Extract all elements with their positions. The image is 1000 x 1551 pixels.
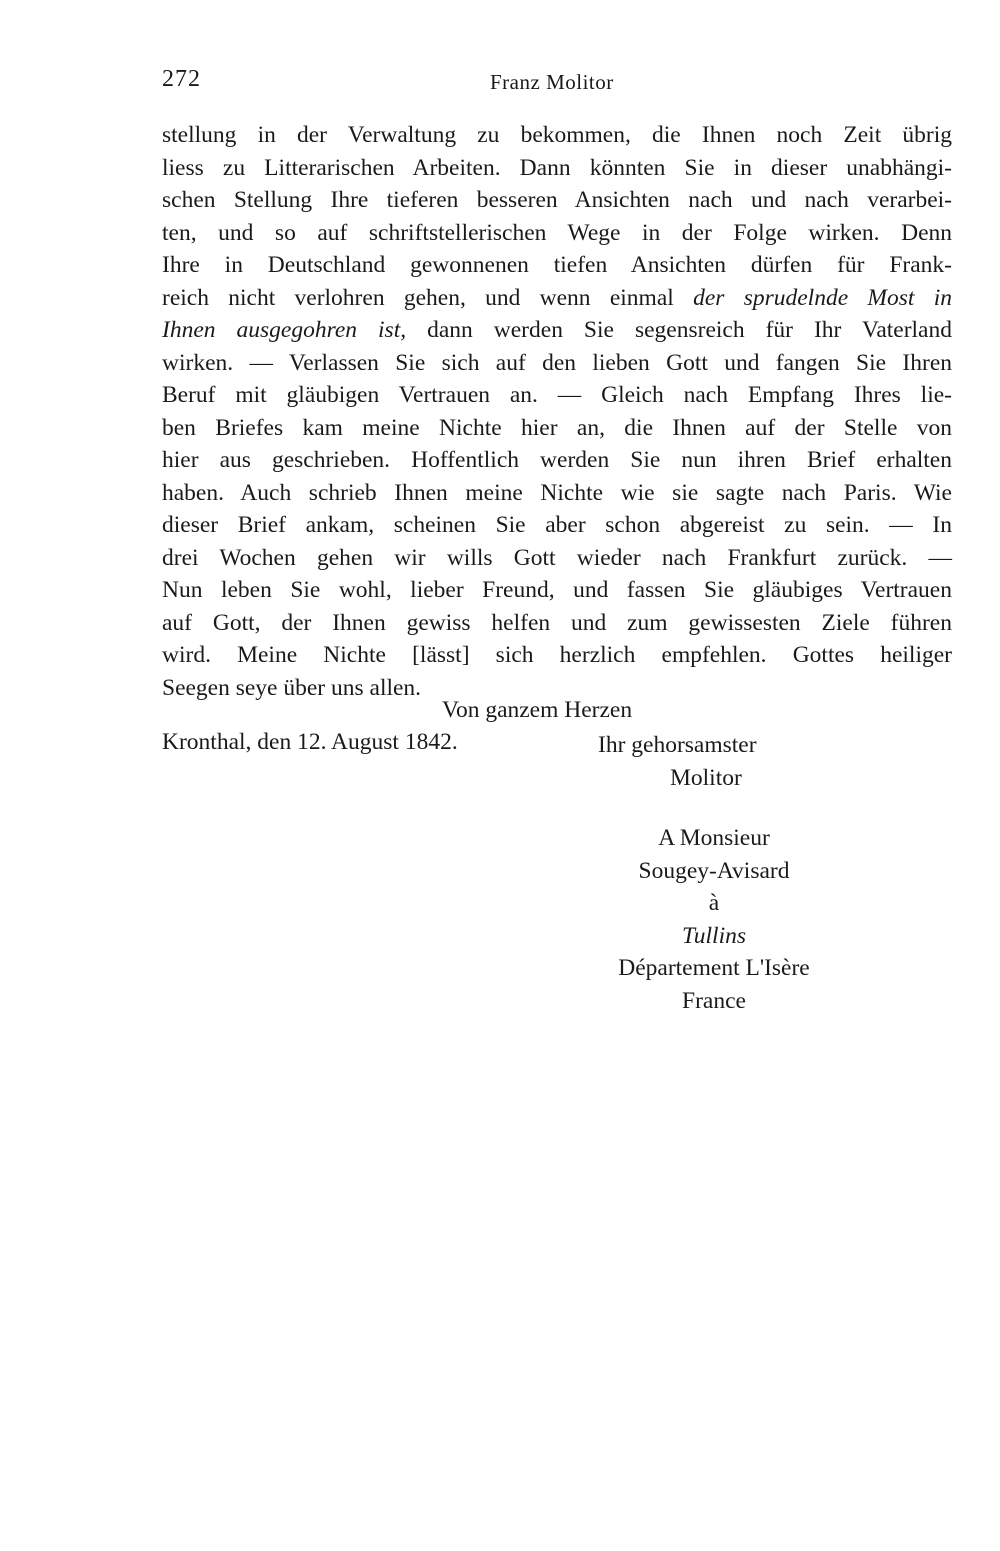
- text-line: liess zu Litterarischen Arbeiten. Dann könnten Sie in dieser unabhängi-: [162, 154, 952, 181]
- text-line: schen Stellung Ihre tieferen besseren Ansichten nach und nach verarbei-: [162, 187, 952, 213]
- address-line: à: [708, 890, 720, 916]
- closing-salutation: Von ganzem Herzen: [442, 697, 633, 723]
- address-line: France: [682, 987, 746, 1014]
- text-line: wird. Meine Nichte [lässt] sich herzlich empfehlen. Gottes heiliger: [162, 642, 952, 668]
- text-line: Seegen seye über uns allen.: [162, 674, 422, 701]
- address-line: Tullins: [681, 922, 746, 949]
- text-line: hier aus geschrieben. Hoffentlich werden Sie nun ihren Brief erhalten: [162, 447, 952, 473]
- text-line: auf Gott, der Ihnen gewiss helfen und zum gewissesten Ziele führen: [162, 609, 952, 636]
- address-line: Sougey-Avisard: [638, 857, 790, 884]
- page-number: 272: [162, 66, 201, 92]
- text-line: Ihre in Deutschland gewonnenen tiefen Ansichten dürfen für Frank-: [162, 252, 952, 278]
- text-line: stellung in der Verwaltung zu bekommen, die Ihnen noch Zeit übrig: [162, 122, 952, 148]
- text-line: reich nicht verlohren gehen, und wenn einmal der sprudelnde Most in: [162, 284, 952, 311]
- signature-line: Ihr gehorsamster: [598, 732, 757, 758]
- address-line: Département L'Isère: [618, 955, 810, 981]
- address-block: [556, 822, 872, 1017]
- text-line: Nun leben Sie wohl, lieber Freund, und fassen Sie gläubiges Vertrauen: [162, 577, 952, 603]
- signature-block: [598, 729, 757, 794]
- signature-name: Molitor: [670, 764, 742, 791]
- address-line: A Monsieur: [658, 825, 770, 851]
- place-date: Kronthal, den 12. August 1842.: [162, 729, 458, 755]
- letter-body: [162, 119, 952, 704]
- text-line: wirken. — Verlassen Sie sich auf den lieben Gott und fangen Sie Ihren: [162, 349, 952, 376]
- running-head: Franz Molitor: [490, 70, 614, 94]
- italic-phrase: der sprudelnde Most in: [693, 284, 952, 311]
- text-line: dieser Brief ankam, scheinen Sie aber schon abgereist zu sein. — In: [162, 512, 952, 538]
- text-line: ten, und so auf schriftstellerischen Wege in der Folge wirken. Denn: [162, 219, 952, 246]
- text-line: drei Wochen gehen wir wills Gott wieder nach Frankfurt zurück. —: [162, 544, 952, 571]
- text-line: Ihnen ausgegohren ist, dann werden Sie segensreich für Ihr Vaterland: [162, 317, 952, 343]
- italic-phrase: Ihnen ausgegohren ist,: [162, 317, 407, 343]
- text-line: haben. Auch schrieb Ihnen meine Nichte wie sie sagte nach Paris. Wie: [162, 479, 952, 506]
- text-line: ben Briefes kam meine Nichte hier an, die Ihnen auf der Stelle von: [162, 414, 952, 441]
- text-line: Beruf mit gläubigen Vertrauen an. — Gleich nach Empfang Ihres lie-: [162, 382, 952, 408]
